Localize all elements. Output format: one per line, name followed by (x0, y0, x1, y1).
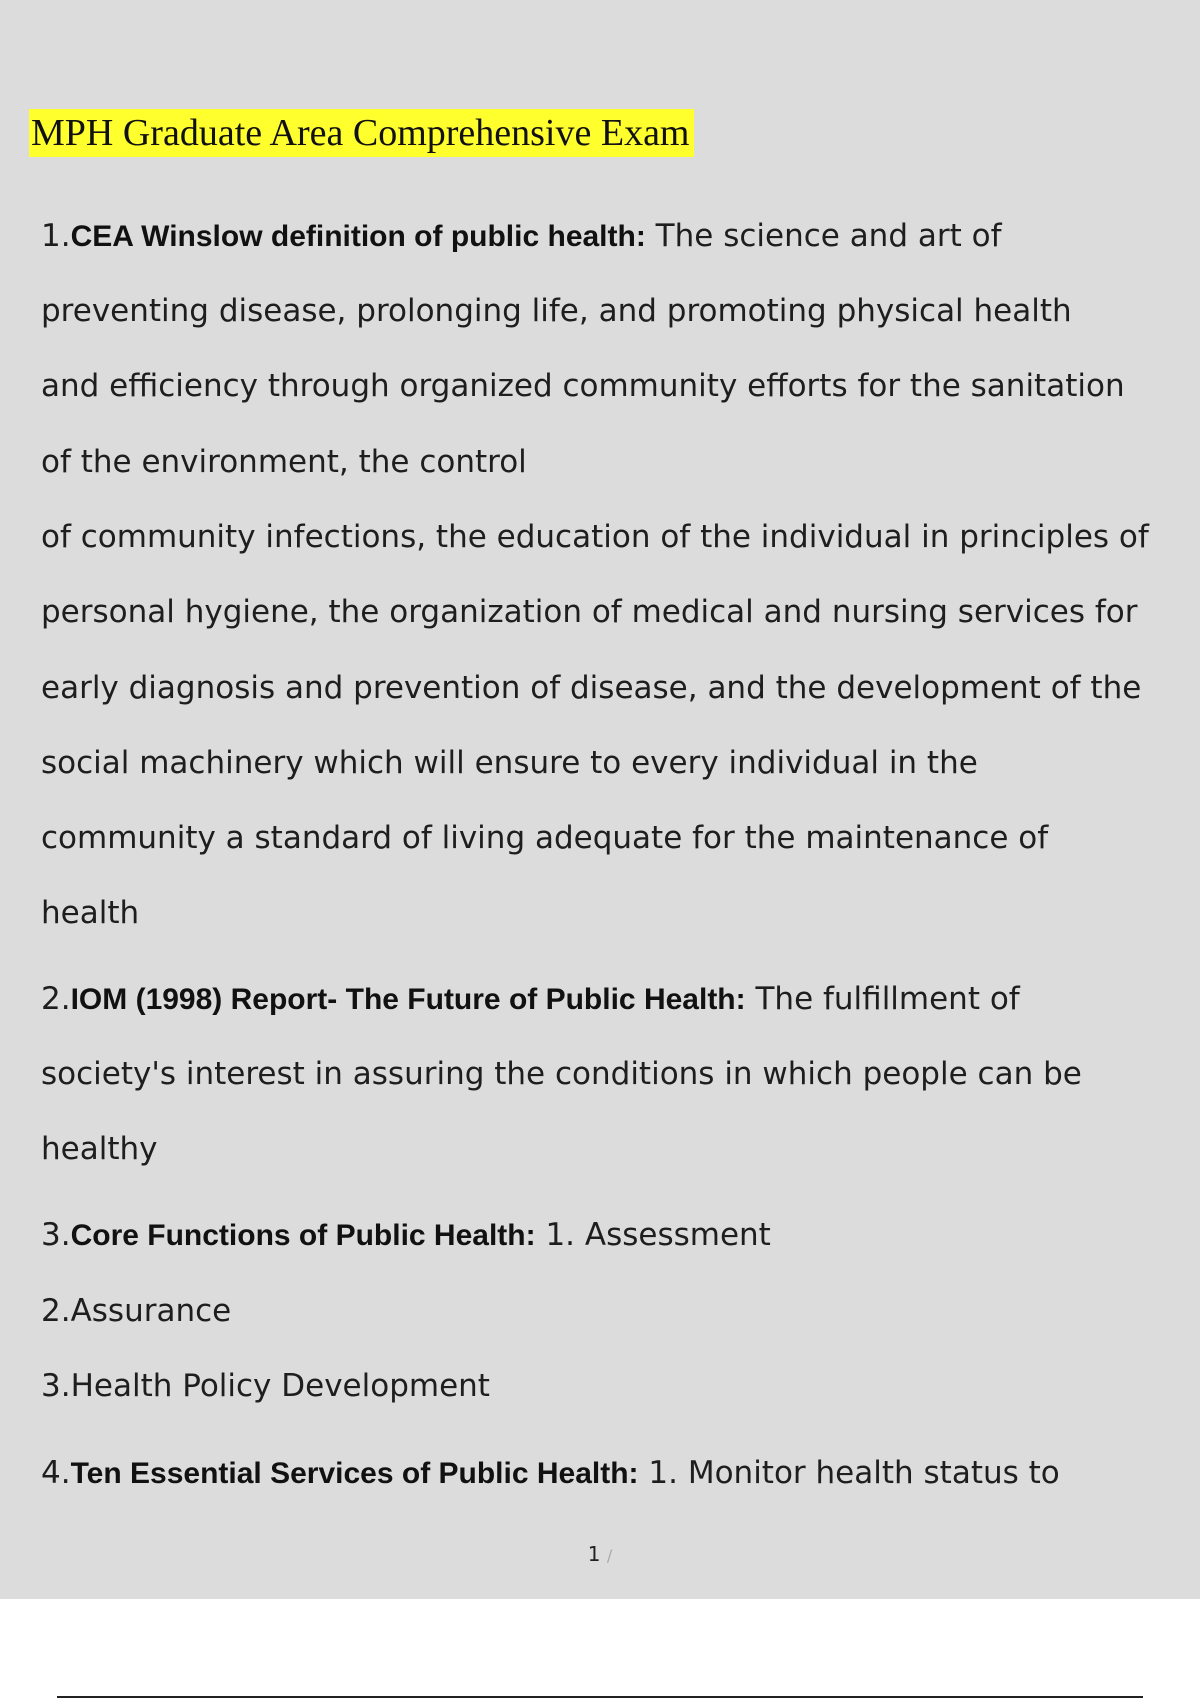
item-1-line-7: early diagnosis and prevention of disease, and the development of the (41, 670, 1142, 706)
sublist-text: Assurance (70, 1293, 232, 1329)
page-number (0, 1542, 1200, 1568)
page-number-separator: / (606, 1546, 613, 1565)
sublist-item (41, 1291, 231, 1331)
item-definition-text: 1. Assessment (535, 1217, 771, 1253)
item-term: Core Functions of Public Health: (70, 1219, 536, 1252)
item-1-line-5: of community infections, the education of the individual in principles of (41, 519, 1149, 555)
item-number: 2. (41, 981, 71, 1017)
item-term: IOM (1998) Report- The Future of Public Health: (70, 983, 746, 1016)
item-definition-text: 1. Monitor health status to (638, 1455, 1060, 1491)
item-1-line-4: of the environment, the control (41, 444, 527, 480)
item-3-line-1 (41, 1215, 771, 1256)
item-term: CEA Winslow definition of public health: (70, 220, 646, 253)
sublist-number: 3. (41, 1368, 71, 1404)
item-number: 4. (41, 1455, 71, 1491)
item-2-line-1 (41, 979, 1020, 1020)
item-4-line-1 (41, 1453, 1060, 1494)
item-1-line-9: community a standard of living adequate for the maintenance of (41, 820, 1049, 856)
item-1-line-10: health (41, 895, 140, 931)
item-1-line-6: personal hygiene, the organization of medical and nursing services for (41, 594, 1138, 630)
item-number: 1. (41, 218, 71, 254)
page-number-value: 1 (587, 1542, 601, 1566)
item-number: 3. (41, 1217, 71, 1253)
document-title: MPH Graduate Area Comprehensive Exam (29, 109, 694, 157)
item-definition-text: The fulfillment of (745, 981, 1020, 1017)
item-definition-text: The science and art of (645, 218, 1002, 254)
item-2-line-3: healthy (41, 1131, 158, 1167)
item-1-line-8: social machinery which will ensure to every individual in the (41, 745, 978, 781)
item-1-line-2: preventing disease, prolonging life, and promoting physical health (41, 293, 1072, 329)
item-1-line-3: and efficiency through organized community efforts for the sanitation (41, 368, 1125, 404)
sublist-item (41, 1366, 490, 1406)
next-page-top-rule (57, 1696, 1143, 1698)
item-2-line-2: society's interest in assuring the conditions in which people can be (41, 1056, 1082, 1092)
sublist-text: Health Policy Development (70, 1368, 490, 1404)
item-1-line-1 (41, 216, 1002, 257)
sublist-number: 2. (41, 1293, 71, 1329)
item-term: Ten Essential Services of Public Health: (70, 1457, 639, 1490)
